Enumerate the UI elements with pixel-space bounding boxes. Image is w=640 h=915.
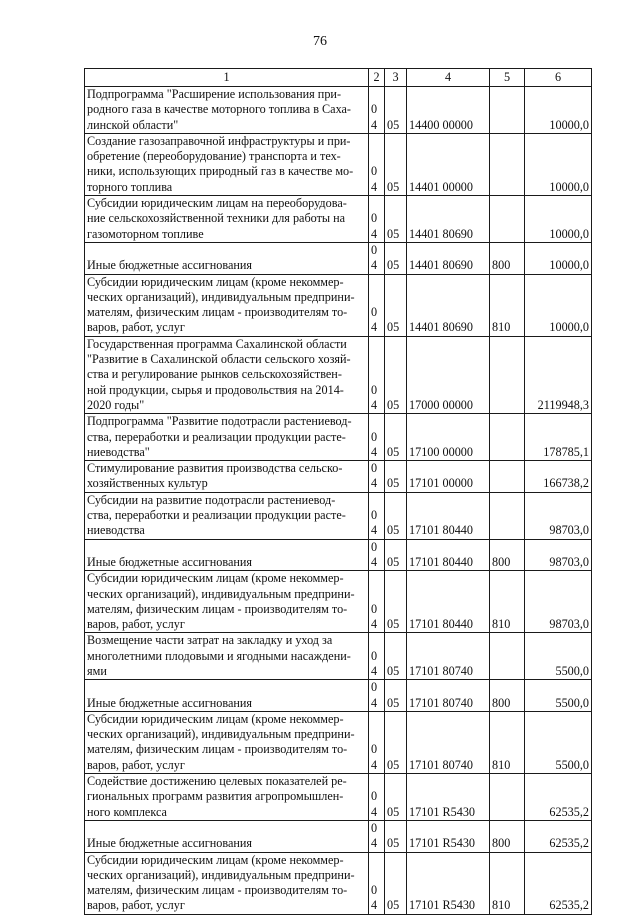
row-name xyxy=(85,274,369,336)
row-target-article: 14401 00000 xyxy=(407,133,490,195)
row-section-code: 04 xyxy=(369,680,385,712)
table-row xyxy=(85,820,592,852)
row-name-line: Иные бюджетные ассигнования xyxy=(87,836,253,851)
row-section-code: 04 xyxy=(369,852,385,914)
page-number: 76 xyxy=(313,34,327,49)
header-col-3: 3 xyxy=(385,69,407,87)
row-expense-type xyxy=(490,492,525,539)
row-name-line: гиональных программ развития агропромышлен- xyxy=(87,789,344,804)
row-target-article: 14401 80690 xyxy=(407,274,490,336)
row-amount: 178785,1 xyxy=(525,414,592,461)
row-section-code: 04 xyxy=(369,461,385,493)
header-col-4: 4 xyxy=(407,69,490,87)
row-name-line: Субсидии юридическим лицам (кроме некоммер- xyxy=(87,852,344,867)
row-target-article: 17101 80440 xyxy=(407,492,490,539)
row-section-code: 04 xyxy=(369,492,385,539)
row-name-line: торного топлива xyxy=(87,179,173,194)
row-section-code: 04 xyxy=(369,336,385,413)
row-expense-type xyxy=(490,133,525,195)
row-expense-type: 800 xyxy=(490,680,525,712)
row-section-code: 04 xyxy=(369,820,385,852)
table-row xyxy=(85,274,592,336)
row-expense-type xyxy=(490,414,525,461)
row-section-code: 04 xyxy=(369,242,385,274)
row-subsection-code: 05 xyxy=(385,852,407,914)
row-name-line: варов, работ, услуг xyxy=(87,757,185,772)
row-target-article: 17101 80440 xyxy=(407,539,490,571)
row-name-line: Подпрограмма "Расширение использования при- xyxy=(87,87,341,101)
row-expense-type xyxy=(490,774,525,821)
row-amount: 5500,0 xyxy=(525,711,592,773)
row-name-line: ниеводства xyxy=(87,523,145,538)
row-name-line: варов, работ, услуг xyxy=(87,898,185,913)
row-expense-type xyxy=(490,87,525,134)
row-subsection-code: 05 xyxy=(385,633,407,680)
row-name-line: "Развитие в Сахалинской области сельского хозяй- xyxy=(87,352,351,367)
row-subsection-code: 05 xyxy=(385,242,407,274)
row-name-line: ческих организаций), индивидуальным предприни- xyxy=(87,289,355,304)
row-name-line: линской области" xyxy=(87,117,179,132)
row-name-line: ства, переработки и реализации продукции расте- xyxy=(87,429,346,444)
row-name-line: Создание газозаправочной инфраструктуры и при- xyxy=(87,133,351,148)
table-row xyxy=(85,711,592,773)
row-name xyxy=(85,492,369,539)
row-amount: 98703,0 xyxy=(525,492,592,539)
row-section-code: 04 xyxy=(369,133,385,195)
row-target-article: 17101 80740 xyxy=(407,711,490,773)
row-section-code: 04 xyxy=(369,774,385,821)
table-row xyxy=(85,196,592,243)
row-name-line: родного газа в качестве моторного топлива в Саха- xyxy=(87,102,351,117)
row-name xyxy=(85,133,369,195)
table-row xyxy=(85,571,592,633)
row-name-line: Иные бюджетные ассигнования xyxy=(87,554,253,569)
row-subsection-code: 05 xyxy=(385,539,407,571)
row-expense-type: 810 xyxy=(490,571,525,633)
row-subsection-code: 05 xyxy=(385,414,407,461)
row-amount: 98703,0 xyxy=(525,571,592,633)
row-amount: 10000,0 xyxy=(525,133,592,195)
row-section-code: 04 xyxy=(369,196,385,243)
row-amount: 2119948,3 xyxy=(525,336,592,413)
row-name-line: варов, работ, услуг xyxy=(87,617,185,632)
row-target-article: 17100 00000 xyxy=(407,414,490,461)
header-col-2: 2 xyxy=(369,69,385,87)
row-name-line: мателям, физическим лицам - производителям то- xyxy=(87,742,348,757)
row-target-article: 14401 80690 xyxy=(407,242,490,274)
row-name-line: Субсидии юридическим лицам (кроме некоммер- xyxy=(87,571,344,586)
row-name-line: обретение (переоборудование) транспорта и тех- xyxy=(87,149,341,164)
row-name-line: Субсидии юридическим лицам на переоборудова- xyxy=(87,196,347,211)
row-expense-type xyxy=(490,336,525,413)
row-target-article: 17101 R5430 xyxy=(407,852,490,914)
table-body xyxy=(85,87,592,915)
row-target-article: 14401 80690 xyxy=(407,196,490,243)
row-section-code: 04 xyxy=(369,414,385,461)
row-expense-type xyxy=(490,461,525,493)
row-expense-type: 800 xyxy=(490,820,525,852)
row-name-line: варов, работ, услуг xyxy=(87,320,185,335)
row-name xyxy=(85,820,369,852)
row-subsection-code: 05 xyxy=(385,680,407,712)
row-section-code: 04 xyxy=(369,711,385,773)
row-section-code: 04 xyxy=(369,87,385,134)
row-section-code: 04 xyxy=(369,539,385,571)
row-name xyxy=(85,414,369,461)
row-subsection-code: 05 xyxy=(385,133,407,195)
header-col-5: 5 xyxy=(490,69,525,87)
row-name-line: ями xyxy=(87,663,107,678)
row-amount: 62535,2 xyxy=(525,820,592,852)
row-name-line: ниеводства" xyxy=(87,444,150,459)
row-name xyxy=(85,774,369,821)
row-expense-type: 810 xyxy=(490,711,525,773)
row-name-line: мателям, физическим лицам - производителям то- xyxy=(87,601,348,616)
row-target-article: 17101 80440 xyxy=(407,571,490,633)
row-name-line: ного комплекса xyxy=(87,804,167,819)
row-name-line: Иные бюджетные ассигнования xyxy=(87,695,253,710)
row-subsection-code: 05 xyxy=(385,461,407,493)
table-row xyxy=(85,461,592,493)
row-target-article: 17101 R5430 xyxy=(407,820,490,852)
row-name-line: Субсидии юридическим лицам (кроме некоммер- xyxy=(87,711,344,726)
row-section-code: 04 xyxy=(369,274,385,336)
row-name-line: ние сельскохозяйственной техники для работы на xyxy=(87,211,346,226)
row-subsection-code: 05 xyxy=(385,196,407,243)
table-row xyxy=(85,87,592,134)
row-expense-type: 800 xyxy=(490,242,525,274)
row-target-article: 17101 R5430 xyxy=(407,774,490,821)
row-amount: 5500,0 xyxy=(525,633,592,680)
row-name-line: Иные бюджетные ассигнования xyxy=(87,258,253,273)
row-name-line: Государственная программа Сахалинской области xyxy=(87,336,347,351)
row-amount: 166738,2 xyxy=(525,461,592,493)
row-name-line: газомоторном топливе xyxy=(87,226,204,241)
row-target-article: 17101 80740 xyxy=(407,680,490,712)
row-subsection-code: 05 xyxy=(385,711,407,773)
row-subsection-code: 05 xyxy=(385,571,407,633)
row-target-article: 17101 00000 xyxy=(407,461,490,493)
row-subsection-code: 05 xyxy=(385,274,407,336)
row-section-code: 04 xyxy=(369,571,385,633)
table-row xyxy=(85,414,592,461)
row-name xyxy=(85,461,369,493)
row-name xyxy=(85,336,369,413)
row-name xyxy=(85,633,369,680)
row-name-line: хозяйственных культур xyxy=(87,476,208,491)
row-name-line: ческих организаций), индивидуальным предприни- xyxy=(87,586,355,601)
row-name-line: Стимулирование развития производства сельско- xyxy=(87,461,343,476)
row-section-code: 04 xyxy=(369,633,385,680)
row-amount: 10000,0 xyxy=(525,242,592,274)
row-expense-type: 810 xyxy=(490,852,525,914)
row-subsection-code: 05 xyxy=(385,87,407,134)
budget-table xyxy=(84,68,592,915)
row-name-line: Субсидии на развитие подотрасли растениевод- xyxy=(87,492,336,507)
row-name-line: ники, использующих природный газ в качестве мо- xyxy=(87,164,354,179)
row-target-article: 14400 00000 xyxy=(407,87,490,134)
row-expense-type xyxy=(490,196,525,243)
row-name xyxy=(85,539,369,571)
row-name xyxy=(85,87,369,134)
table-row xyxy=(85,633,592,680)
row-name xyxy=(85,711,369,773)
header-col-6: 6 xyxy=(525,69,592,87)
row-name xyxy=(85,680,369,712)
table-row xyxy=(85,539,592,571)
row-name-line: ческих организаций), индивидуальным предприни- xyxy=(87,867,355,882)
row-amount: 10000,0 xyxy=(525,196,592,243)
header-col-1: 1 xyxy=(85,69,369,87)
table-row xyxy=(85,242,592,274)
table-row xyxy=(85,133,592,195)
row-expense-type: 800 xyxy=(490,539,525,571)
row-name-line: 2020 годы" xyxy=(87,397,145,412)
row-subsection-code: 05 xyxy=(385,774,407,821)
row-subsection-code: 05 xyxy=(385,336,407,413)
table-row xyxy=(85,680,592,712)
row-target-article: 17000 00000 xyxy=(407,336,490,413)
table-row xyxy=(85,336,592,413)
row-name-line: Возмещение части затрат на закладку и уход за xyxy=(87,633,333,648)
row-name xyxy=(85,242,369,274)
row-expense-type: 810 xyxy=(490,274,525,336)
table-header-row xyxy=(85,69,592,87)
row-name-line: мателям, физическим лицам - производителям то- xyxy=(87,883,348,898)
row-expense-type xyxy=(490,633,525,680)
row-amount: 5500,0 xyxy=(525,680,592,712)
row-subsection-code: 05 xyxy=(385,492,407,539)
row-amount: 10000,0 xyxy=(525,274,592,336)
row-name-line: мателям, физическим лицам - производителям то- xyxy=(87,305,348,320)
row-amount: 62535,2 xyxy=(525,852,592,914)
row-amount: 62535,2 xyxy=(525,774,592,821)
row-name-line: ства и регулирование рынков сельскохозяйствен- xyxy=(87,367,342,382)
row-name xyxy=(85,196,369,243)
row-name xyxy=(85,571,369,633)
table-row xyxy=(85,774,592,821)
row-name-line: Содействие достижению целевых показателей ре- xyxy=(87,774,347,789)
table-row xyxy=(85,492,592,539)
row-amount: 10000,0 xyxy=(525,87,592,134)
row-target-article: 17101 80740 xyxy=(407,633,490,680)
row-name-line: Подпрограмма "Развитие подотрасли растениевод- xyxy=(87,414,352,429)
row-name-line: ческих организаций), индивидуальным предприни- xyxy=(87,727,355,742)
row-subsection-code: 05 xyxy=(385,820,407,852)
row-name-line: многолетними плодовыми и ягодными насаждени- xyxy=(87,648,351,663)
row-name-line: Субсидии юридическим лицам (кроме некоммер- xyxy=(87,274,344,289)
row-name-line: ной продукции, сырья и продовольствия на 2014- xyxy=(87,382,344,397)
row-amount: 98703,0 xyxy=(525,539,592,571)
row-name-line: ства, переработки и реализации продукции расте- xyxy=(87,508,346,523)
